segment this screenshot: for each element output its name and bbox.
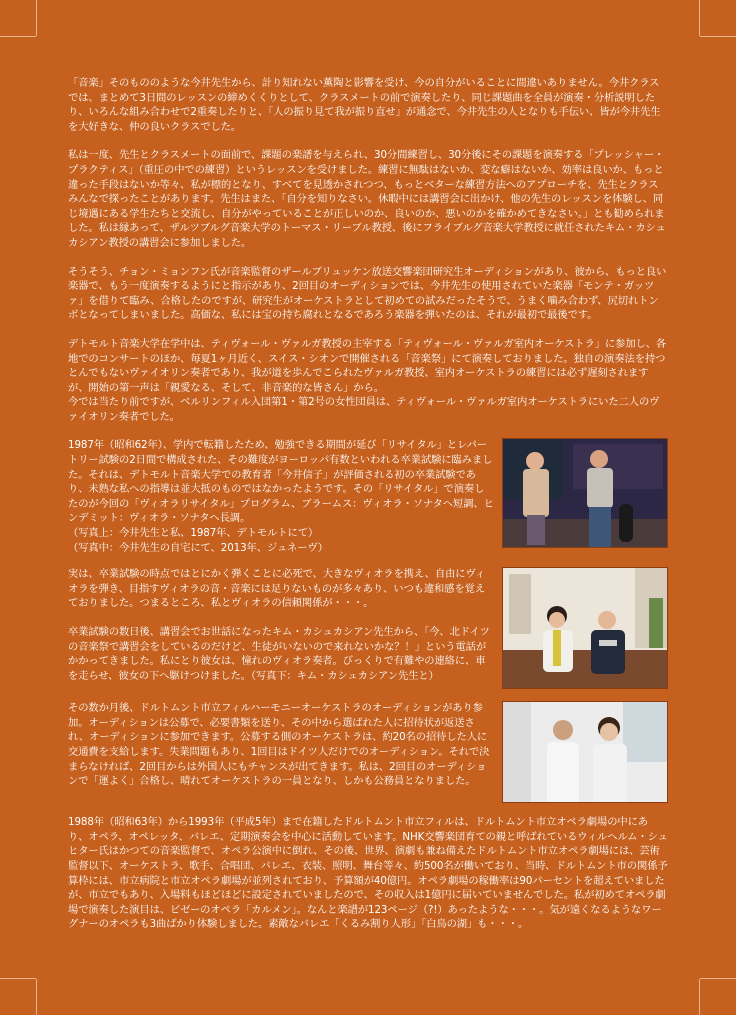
- photo-illustration: [503, 568, 668, 689]
- crop-mark: [699, 979, 700, 1015]
- article-body: [68, 76, 668, 946]
- crop-mark: [700, 36, 736, 37]
- crop-mark: [0, 36, 36, 37]
- photo-imai-and-me-1987: [502, 438, 668, 548]
- crop-mark: [36, 0, 37, 36]
- section-trust: [68, 567, 668, 689]
- paragraph-graduation-exam: 1987年（昭和62年）、学内で転籍したため、勉強できる期間が延び「リサイタル」とレパートリー試験の2日間で構成された、その難度がヨーロッパ有数といわれる卒業試験に臨みました。それは、デトモルト音楽大学での教育者「今井信子」が評価される初の卒業試験であり、未熟な私への指導は並大抵のものではなかったようです。その「リサイタル」で演奏したのが今回の「ヴィオラリサイタル」プログラム、ブラームス：ヴィオラ・ソナタヘ短調、ヒンデミット：ヴィオラ・ソナタヘ長調。 （写真上：今井先生と私、1987年、デトモルトにて） （写真中：今井先生の自宅にて、2013年、ジュネーヴ）: [68, 439, 494, 554]
- crop-mark: [699, 0, 700, 36]
- photo-with-kashkashian: [502, 701, 668, 803]
- paragraph-pressure-practice: 私は一度、先生とクラスメートの面前で、課題の楽譜を与えられ、30分間練習し、30分後にその課題を演奏する「プレッシャー・プラクティス」（重圧の中での練習）というレッスンを受けました。練習に無駄はないか、変な癖はないか、効率は良いか、もっと違った手段はないか等々、私が標的となり、すべてを見透かされつつ、もっとベターな練習方法へのアプローチを、先生とクラスみんなで探ったことがあります。先生はまた、「自分を知りなさい。休暇中には講習会に出かけ、他の先生のレッスンを体験し、同じ境遇にある学生たちと交流し、自分がやっていることが正しいのか、良いのか、悪いのかを確かめてきなさい。」とも勧められました。私は縁あって、ザルツブルグ音楽大学のトーマス・リーブル教授、後にフライブルグ音楽大学教授に就任されたキム・カシュカシアン教授の講習会に参加しました。: [68, 149, 666, 249]
- crop-mark: [700, 978, 736, 979]
- paragraph-dortmund-opera: 1988年（昭和63年）から1993年（平成5年）まで在籍したドルトムント市立フィルは、ドルトムント市立オペラ劇場の中にあり、オペラ、オペレッタ、バレエ、定期演奏会を中心に活動しています。NHK交響楽団育ての親と呼ばれているウィルヘルム・シュヒター氏はかつての音楽監督で、オペラ公演中に倒れ、その後、世界、演劇も兼ね備えたドルトムント市立オペラ劇場には、芸術監督以下、オーケストラ、歌手、合唱団、バレエ、衣装、照明、舞台等々、約500名が働いており、当時、ドルトムント市の関係予算枠には、市立病院と市立オペラ劇場が並列されており、予算額が40億円。オペラ劇場の稼働率は90パーセントを超えていましたが、市立でもあり、入場料もほどほどに設定されていましたので、その収入は1億円に届いていませんでした。私が初めてオペラ劇場で演奏した演目は、ビゼーのオペラ「カルメン」。なんと楽譜が123ページ（?!）あったような・・・。気が遠くなるようなワーグナーのオペラも3曲ばかり体験しました。素敵なバレエ「くるみ割り人形」「白鳥の湖」も・・・。: [68, 816, 668, 931]
- section-dortmund-audition: [68, 701, 668, 803]
- paragraph-dortmund-audition: その数か月後、ドルトムント市立フィルハーモニーオーケストラのオーディションがあり参加。オーディションは公募で、必要書類を送り、その中から選ばれた人に招待状が返送され、オーディションに参加できます。公募する側のオーケストラは、約20名の招待した人に交通費を支給します。失業問題もあり、1回目はドイツ人だけでのオーディション。それで決まらなければ、2回目からは外国人にもチャンスが出てきます。私は、2回目のオーディションで「運よく」合格し、晴れてオーケストラの一員となり、しかも公務員となりました。: [68, 702, 490, 788]
- photo-illustration: [503, 702, 668, 803]
- crop-mark: [36, 979, 37, 1015]
- paragraph-trust-viola: 実は、卒業試験の時点ではとにかく弾くことに必死で、大きなヴィオラを携え、自由にヴィオラを弾き、目指すヴィオラの音・音楽には足りないものが多々あり、いつも違和感を覚えておりました。つまるところ、私とヴィオラの信頼関係が・・・。: [68, 568, 486, 610]
- photo-illustration: [503, 439, 668, 548]
- section-graduation: [68, 438, 668, 555]
- paragraph-kashkashian-call: 卒業試験の数日後、講習会でお世話になったキム・カシュカシアン先生から、「今、北ドイツの音楽祭で講習会をしているのだけど、生徒がいないので来れないかな？！」という電話がかかってきました。私にとり彼女は、憧れのヴィオラ奏者。びっくりで有難やの連絡に、車を走らせ、彼女の下へ駆けつけました。（写真下：キム・カシュカシアン先生と）: [68, 626, 490, 682]
- paragraph-audition-saarbrucken: そうそう、チョン・ミョンフン氏が音楽監督のザールブリュッケン放送交響楽団研究生オーディションがあり、彼から、もっと良い楽器で、もう一度演奏するようにと指示があり、2回目のオーディションでは、今井先生の使用されていた楽器「モンテ・ガッツァ」を借りて臨み、合格したのですが、研究生がオーケストラとして初めての試みだったそうで、うまく噛み合わず、尻切れトンボとなってしまいました。高価な、私には宝の持ち腐れとなるであろう楽器を弾いたのは、それが最初で最後です。: [68, 265, 667, 322]
- crop-mark: [0, 978, 36, 979]
- photo-imai-home-2013: [502, 567, 668, 689]
- paragraph-imai-class: 「音楽」そのもののような今井先生から、計り知れない薫陶と影響を受け、今の自分がいることに間違いありません。今井クラスでは、まとめて3日間のレッスンの締めくくりとして、クラスメートの前で演奏したり、同じ課題曲を全員が演奏・分析説明したり、いろんな組み合わせで2重奏したりと、「人の振り見て我が振り直せ」が通念で、今井先生の人となりも手伝い、皆が今井先生を大好きな、仲の良いクラスでした。: [68, 77, 661, 133]
- paragraph-varga-orchestra: デトモルト音楽大学在学中は、ティヴォール・ヴァルガ教授の主宰する「ティヴォール・ヴァルガ室内オーケストラ」に参加し、各地でのコンサートのほか、毎夏1ヶ月近く、スイス・シオンで開催される「音楽祭」にて演奏しておりました。独自の演奏法を持つとんでもないヴァイオリン奏者であり、我が道を歩んでこられたヴァルガ教授、室内オーケストラの練習には必ず遅刻されますが、開始の第一声は「親愛なる、そして、非音楽的な皆さん」から。 今では当たり前ですが、ベルリンフィル入団第1・第2号の女性団員は、ティヴォール・ヴァルガ室内オーケストラにいた二人のヴァイオリン奏者でした。: [68, 337, 667, 423]
